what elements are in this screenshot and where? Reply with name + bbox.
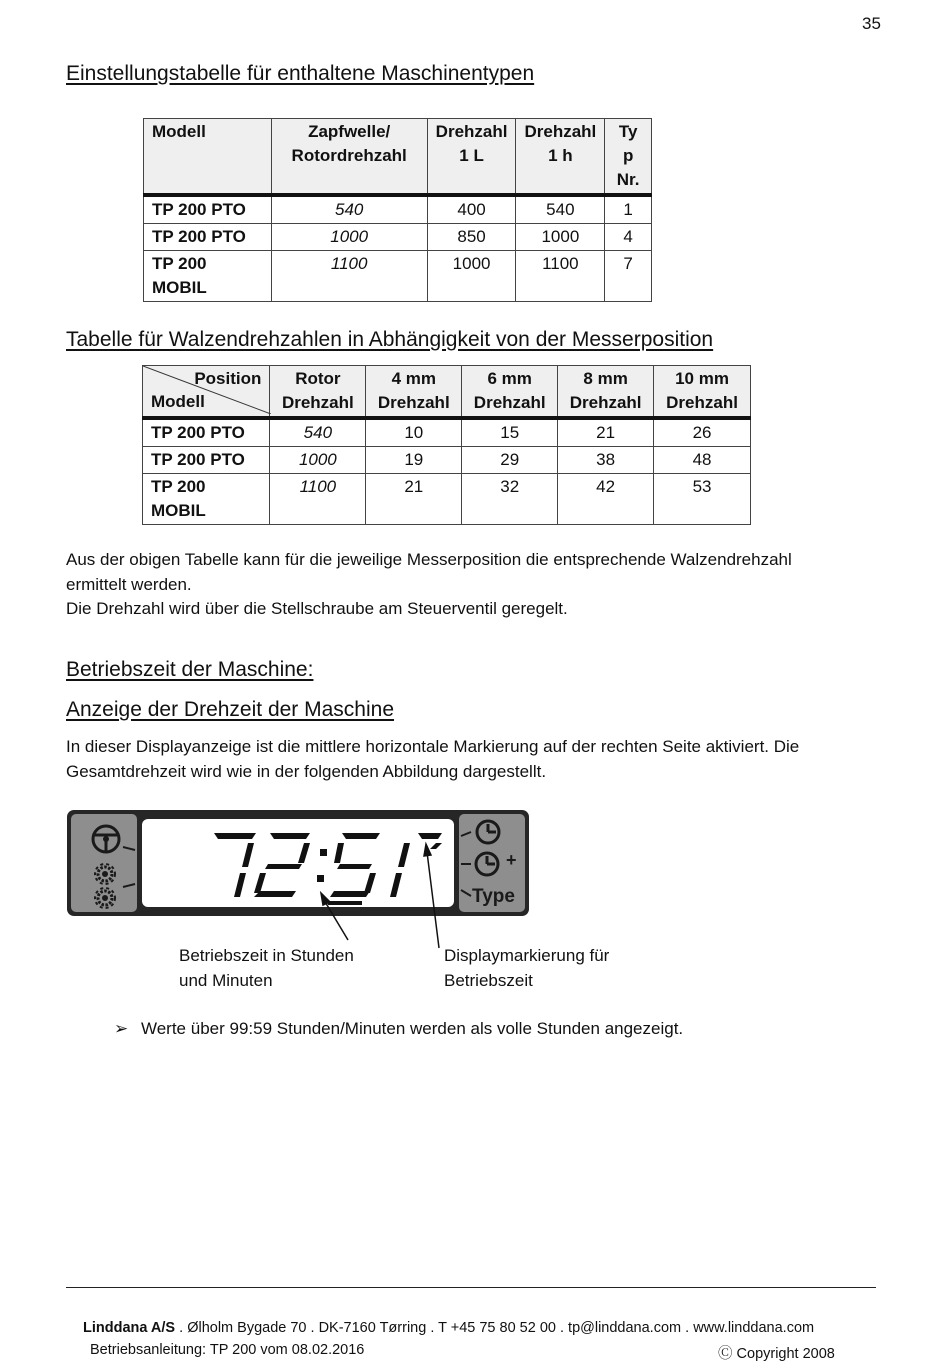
paragraph-line: In dieser Displayanzeige ist die mittlere horizontale Markierung auf der rechten Seite aktiviert. Die — [66, 737, 800, 756]
footer-divider — [66, 1287, 876, 1288]
table-cell: 1000 — [271, 224, 427, 251]
minutes-digits — [328, 833, 410, 905]
table-row — [144, 195, 652, 224]
corner-label-position: Position — [194, 369, 262, 388]
table-cell: 400 — [427, 195, 516, 224]
table-cell: 1100 — [270, 474, 366, 525]
table-cell: 540 — [516, 195, 605, 224]
gear-icon — [95, 888, 115, 908]
table-cell: TP 200 PTO — [144, 224, 272, 251]
colon — [317, 849, 327, 882]
roller-speed-table — [142, 365, 751, 525]
table-header-cell: 4 mm Drehzahl — [366, 366, 462, 419]
explanation-paragraph — [66, 548, 896, 622]
table-cell: TP 200 PTO — [143, 418, 270, 447]
paragraph-line: Gesamtdrehzeit wird wie in der folgenden Abbildung dargestellt. — [66, 761, 547, 781]
table-cell: 26 — [654, 418, 751, 447]
table-cell: 29 — [462, 447, 558, 474]
table-cell: 1000 — [270, 447, 366, 474]
table-header-cell: Zapfwelle/ Rotordrehzahl — [271, 119, 427, 196]
table-row — [143, 474, 751, 525]
caption-operating-hours — [179, 943, 354, 993]
table-cell: 42 — [558, 474, 654, 525]
machine-display — [67, 810, 529, 916]
display-left-panel — [71, 814, 137, 912]
table-cell: 1000 — [516, 224, 605, 251]
caption-display-marker — [444, 943, 609, 993]
table-cell: 1000 — [427, 251, 516, 302]
table-cell: 32 — [462, 474, 558, 525]
table-header-row — [144, 119, 652, 196]
table-cell: 10 — [366, 418, 462, 447]
footer-address-line — [83, 1320, 814, 1336]
gear-icon — [95, 864, 115, 884]
section-title-betriebszeit: Betriebszeit der Maschine: — [66, 658, 314, 681]
display-screen — [142, 819, 454, 907]
table-cell: 21 — [366, 474, 462, 525]
table-cell: 19 — [366, 447, 462, 474]
table-corner-cell — [143, 366, 270, 419]
readout-digits — [142, 819, 454, 907]
bullet-item — [114, 1017, 683, 1042]
table-cell: 4 — [605, 224, 652, 251]
table-cell: TP 200 PTO — [143, 447, 270, 474]
table-cell: 38 — [558, 447, 654, 474]
copyright-icon: Ⓒ — [718, 1346, 733, 1362]
caption-line: Displaymarkierung für — [444, 946, 610, 965]
arrow-bullet-icon: ➢ — [114, 1019, 129, 1038]
table-cell: 21 — [558, 418, 654, 447]
table-header-cell: Modell — [144, 119, 272, 196]
table-header-row — [143, 366, 751, 419]
section-title-einstellungstabelle: Einstellungstabelle für enthaltene Maschinentypen — [66, 62, 535, 85]
table-cell: TP 200 PTO — [144, 195, 272, 224]
paragraph-line: Aus der obigen Tabelle kann für die jeweilige Messerposition die entsprechende Walzendrehzahl — [66, 550, 792, 569]
copyright-notice — [718, 1342, 835, 1363]
page-number: 35 — [862, 14, 881, 33]
corner-label-modell: Modell — [151, 392, 205, 411]
section-subtitle-drehzeit: Anzeige der Drehzeit der Maschine — [66, 698, 395, 721]
type-label: Type — [472, 886, 515, 907]
clock-plus-icon — [476, 853, 498, 875]
table-row — [143, 418, 751, 447]
table-header-cell: Rotor Drehzahl — [270, 366, 366, 419]
clock-icon — [477, 821, 499, 843]
table-header-cell: 6 mm Drehzahl — [462, 366, 558, 419]
table-cell: TP 200 MOBIL — [144, 251, 272, 302]
table-cell: 48 — [654, 447, 751, 474]
table-cell: 540 — [271, 195, 427, 224]
table-header-cell: Ty p Nr. — [605, 119, 652, 196]
paragraph-line: ermittelt werden. — [66, 574, 192, 594]
table-header-cell: 8 mm Drehzahl — [558, 366, 654, 419]
table-cell: TP 200 MOBIL — [143, 474, 270, 525]
table-row — [143, 447, 751, 474]
bullet-text: Werte über 99:59 Stunden/Minuten werden als volle Stunden angezeigt. — [140, 1019, 684, 1038]
steering-wheel-icon — [93, 826, 119, 852]
table-row — [144, 224, 652, 251]
table-header-cell: Drehzahl 1 L — [427, 119, 516, 196]
table-cell: 1 — [605, 195, 652, 224]
plus-label: + — [506, 850, 517, 870]
type-marker — [418, 833, 442, 849]
hours-digits — [214, 833, 310, 897]
copyright-text: Copyright 2008 — [736, 1346, 835, 1362]
company-address: . Ølholm Bygade 70 . DK-7160 Tørring . T +45 75 80 52 00 . tp@linddana.com . www.linddana.com — [175, 1320, 815, 1336]
display-description — [66, 735, 906, 784]
table-cell: 7 — [605, 251, 652, 302]
table-cell: 53 — [654, 474, 751, 525]
table-cell: 540 — [270, 418, 366, 447]
manual-version: Betriebsanleitung: TP 200 vom 08.02.2016 — [90, 1342, 365, 1358]
display-right-panel — [459, 814, 525, 912]
table-cell: 1100 — [271, 251, 427, 302]
caption-line: Betriebszeit — [444, 971, 533, 990]
paragraph-line: Die Drehzahl wird über die Stellschraube am Steuerventil geregelt. — [66, 599, 568, 618]
table-row — [144, 251, 652, 302]
left-panel-icons — [71, 814, 137, 912]
table-header-cell: Drehzahl 1 h — [516, 119, 605, 196]
table-cell: 15 — [462, 418, 558, 447]
company-name: Linddana A/S — [83, 1320, 176, 1336]
table-cell: 850 — [427, 224, 516, 251]
section-title-walzendrehzahlen: Tabelle für Walzendrehzahlen in Abhängigkeit von der Messerposition — [66, 328, 714, 351]
table-cell: 1100 — [516, 251, 605, 302]
caption-line: und Minuten — [179, 971, 273, 990]
caption-line: Betriebszeit in Stunden — [179, 946, 354, 965]
settings-table — [143, 118, 652, 302]
table-header-cell: 10 mm Drehzahl — [654, 366, 751, 419]
